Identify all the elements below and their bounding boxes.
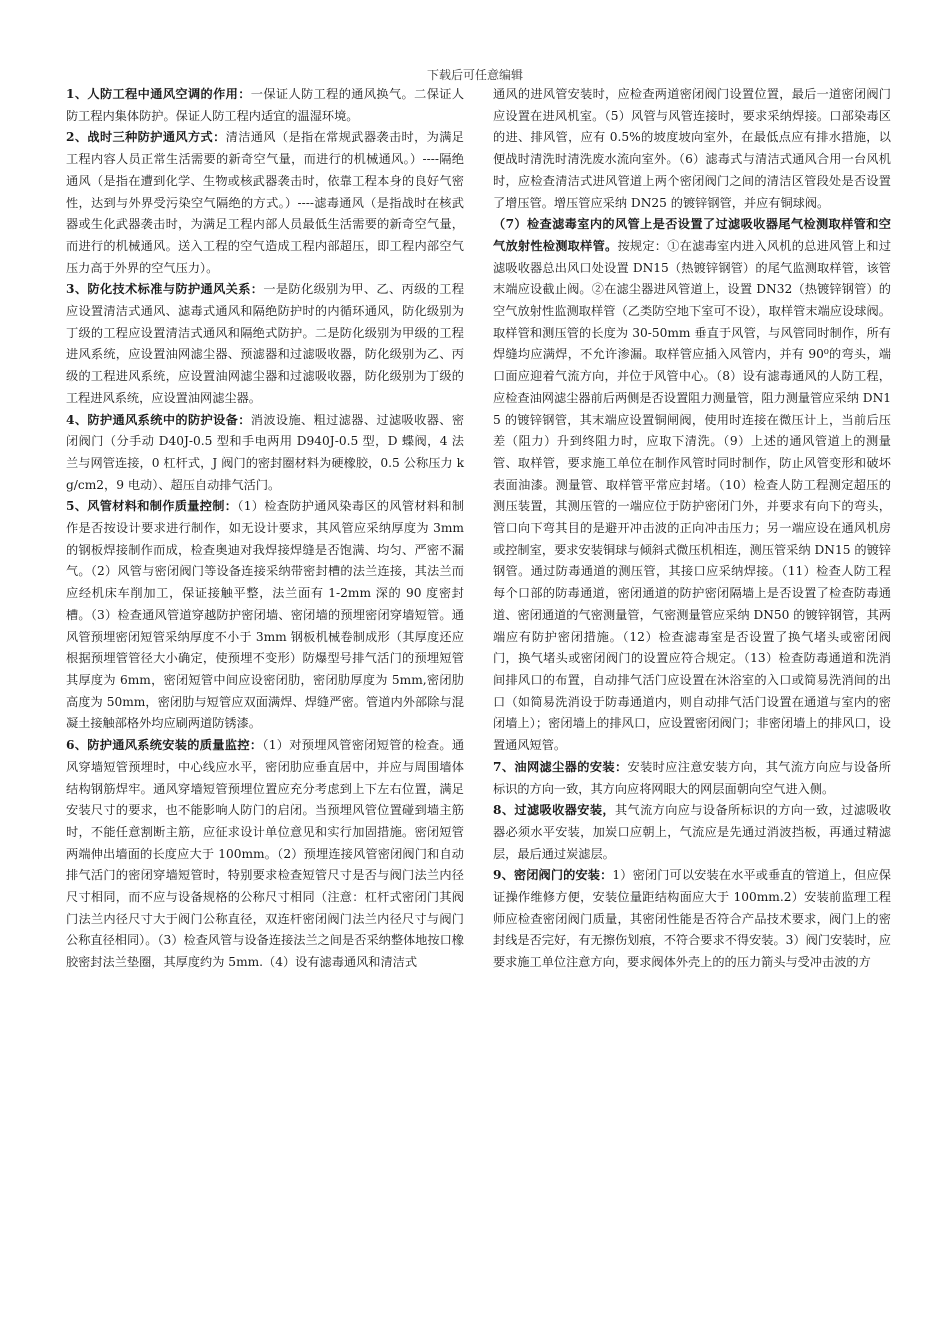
section-6-continued [493, 84, 891, 214]
section-4-heading: 4、防护通风系统中的防护设备： [66, 412, 251, 427]
section-2 [66, 127, 464, 279]
section-1 [66, 84, 464, 127]
item-7-text: 按规定：①在滤毒室内进入风机的总进风管上和过滤吸收器总出风口处设置 DN15（热镀锌钢管）的尾气监测取样管，该管末端应设截止阀。②在滤尘器进风管道上，设置 DN32（热镀锌钢管）的空气放射性监测取样管（乙类防空地下室可不设），取样管末端应设球阀。取样管和测压管的长度为 30-50mm 垂直于风管，与风管同时制作，所有焊缝均应满焊，不允许渗漏。取样管应插入风管内，并有 90⁰的弯头，端口面应迎着气流方向，并位于风管中心。（8）设有滤毒通风的人防工程，应检查油网滤尘器前后两侧是否设置阻力测量管，阻力测量管应采纳 DN15 的镀锌钢管，其末端应设置铜闸阀，使用时连接在微压计上，当前后压差（阻力）升到终阻力时，应取下清洗。（9）上述的通风管道上的测量管、取样管，要求施工单位在制作风管时同时制作，防止风管变形和破坏表面油漆。测量管、取样管平常应封堵。（10）检查人防工程测定超压的测压装置，其测压管的一端应位于防护密闭门外，并要求有向下的弯头，管口向下弯其目的是避开冲击波的正向冲击压力；另一端应设在通风机房或控制室，要求安装铜球与倾斜式微压机相连，测压管采纳 DN15 的镀锌钢管。通过防毒通道的测压管，其接口应采纳焊接。（11）检查人防工程每个口部的防毒通道，密闭通道的防护密闭隔墙上是否设置了检查防毒通道、密闭通道的气密测量管，气密测量管应采纳 DN50 的镀锌钢管，其两端应有防护密闭措施。（12）检查滤毒室是否设置了换气堵头或密闭阀门，换气堵头或密闭阀门的设置应符合规定。（13）检查防毒通道和洗消间排风口的布置，自动排气活门应设置在沐浴室的入口或简易洗消间的出口（如简易洗消设于防毒通道内，则自动排气活门设置在通道与室内的密闭墙上）；密闭墙上的排风口，应设置密闭阀门；非密闭墙上的排风口，设置通风短管。 [493, 238, 892, 753]
section-8-heading: 8、过滤吸收器安装， [493, 803, 615, 818]
section-6-text: （1）对预埋风管密闭短管的检查。通风穿墙短管预埋时，中心线应水平，密闭肋应垂直居中，并应与周围墙体结构钢筋焊牢。通风穿墙短管预埋位置应充分考虑到上下左右位置，满足安装尺寸的要求，也不能影响人防门的启闭。当预埋风管位置碰到墙主筋时，不能任意割断主筋，应征求设计单位意见和实行加固措施。密闭短管两端伸出墙面的长度应大于 100mm。（2）预埋连接风管密闭阀门和自动排气活门的密闭穿墙短管时，特别要求检查短管尺寸是否与阀门法兰内径尺寸相同，而不应与设备规格的公称尺寸相同（注意：杠杆式密闭门其阀门法兰内径尺寸大于阀门公称直径，双连杆密闭阀门法兰内径尺寸与阀门公称直径相同）。（3）检查风管与设备连接法兰之间是否采纳整体地按口橡胶密封法兰垫圈，其厚度约为 5mm.（4）设有滤毒通风和清洁式 [66, 738, 465, 970]
section-5-heading: 5、风管材料和制作质量控制： [66, 499, 238, 514]
section-7-heading: 7、油网滤尘器的安装： [493, 759, 628, 774]
section-5 [66, 496, 464, 735]
section-8 [493, 800, 891, 865]
section-4 [66, 410, 464, 497]
section-7 [493, 757, 891, 800]
section-3 [66, 279, 464, 409]
section-6-continued-text: 通风的进风管安装时，应检查两道密闭阀门设置位置，最后一道密闭阀门应设置在进风机室。（5）风管与风管连接时，要求采纳焊接。口部染毒区的进、排风管，应有 0.5%的坡度坡向室外，在最低点应有排水措施，以便战时清洗时清洗废水流向室外。（6）滤毒式与清洁式通风合用一台风机时，应检查清洁式进风管道上两个密闭阀门之间的清洁区管段处是否设置了增压管。增压管应采纳 DN25 的镀锌钢管，并应有铜球阀。 [493, 87, 891, 210]
right-column [493, 84, 891, 974]
section-6-item-7 [493, 214, 891, 757]
section-2-text: 清洁通风（是指在常规武器袭击时，为满足工程内容人员正常生活需要的新奇空气量，而进行的机械通风。）----隔绝通风（是指在遭到化学、生物或核武器袭击时，依靠工程本身的良好气密性，达到与外界受污染空气隔绝的方式。）----滤毒通风（是指战时在核武器或生化武器袭击时，为满足工程内部人员最低生活需要的新奇空气量，而进行的机械通风。送入工程的空气造成工程内部超压，即工程内部空气压力高于外界的空气压力）。 [66, 130, 464, 275]
section-6-heading: 6、防护通风系统安装的质量监控： [66, 738, 263, 753]
item-7-heading: （7）检查滤毒室内的风管上是否设置了过滤吸收器尾气检测取样管和空气放射性检测取样管。 [493, 217, 891, 253]
section-2-heading: 2、战时三种防护通风方式： [66, 130, 226, 145]
section-1-text: 一保证人防工程的通风换气。二保证人防工程内集体防护。保证人防工程内适宜的温湿环境。 [66, 87, 465, 123]
section-5-text: （1）检查防护通风染毒区的风管材料和制作是否按设计要求进行制作，如无设计要求，其风管应采纳厚度为 3mm 的钢板焊接制作而成，检查奥迪对我焊接焊缝是否饱满、均匀、严密不漏气。（2）风管与密闭阀门等设备连接采纳带密封槽的法兰连接，其法兰而应经机床车削加工，保证接触平整，法兰面有 1-2mm 深的 90 度密封槽。（3）检查通风管道穿越防护密闭墙、密闭墙的预埋密闭穿墙短管。通风管预埋密闭短管采纳厚度不小于 3mm 钢板机械卷制成形（其厚度还应根据预埋管管径大小确定，使预埋不变形）防爆型号排气活门的预埋短管其厚度为 6mm，密闭短管中间应设密闭肋，密闭肋厚度为 5mm,密闭肋高度为 50mm，密闭肋与短管应双面满焊、焊缝严密。管道内外部除与混凝土接触部格外均应刷两道防锈漆。 [66, 499, 465, 731]
section-9 [493, 865, 891, 974]
section-3-heading: 3、防化技术标准与防护通风关系： [66, 282, 264, 297]
section-8-text: 其气流方向应与设备所标识的方向一致，过滤吸收器必须水平安装，加炭口应朝上，气流应是先通过消波挡板，再通过精滤层，最后通过炭滤层。 [493, 803, 892, 861]
page-header: 下载后可任意编辑 [426, 68, 523, 82]
left-column [66, 84, 464, 974]
section-4-text: 消波设施、粗过滤器、过滤吸收器、密闭阀门（分手动 D40J-0.5 型和手电两用 D940J-0.5 型，D 蝶阀，4 法兰与网管连接，0 杠杆式，J 阀门的密封圈材料为硬橡胶，0.5 公称压力 kg/cm2，9 电动）、超压自动排气活门。 [66, 412, 465, 492]
section-3-text: 一是防化级别为甲、乙、丙级的工程应设置清洁式通风、滤毒式通风和隔绝防护时的内循环通风，防化级别为丁级的工程应设置清洁式通风和隔绝式防护。二是防化级别为甲级的工程进风系统，应设置油网滤尘器、预滤器和过滤吸收器，防化级别为乙、丙级的工程进风系统，应设置油网滤尘器和过滤吸收器，防化级别为丁级的工程进风系统，应设置油网滤尘器。 [66, 282, 465, 405]
section-9-heading: 9、密闭阀门的安装： [493, 868, 613, 883]
section-1-heading: 1、人防工程中通风空调的作用： [66, 87, 251, 101]
section-9-text: 1）密闭门可以安装在水平或垂直的管道上，但应保证操作维修方便，安装位量距结构面应大于 100mm.2）安装前监理工程师应检查密闭阀门质量，其密闭性能是否符合产品技术要求，阀门上的密封线是否完好，有无擦伤划痕，不符合要求不得安装。3）阀门安装时，应要求施工单位注意方向，要求阀体外壳上的的压力箭头与受冲击波的方 [493, 868, 891, 970]
section-6 [66, 735, 464, 974]
section-7-text: 安装时应注意安装方向，其气流方向应与设备所标识的方向一致，其方向应将网眼大的网层面朝向空气进入侧。 [493, 759, 892, 796]
